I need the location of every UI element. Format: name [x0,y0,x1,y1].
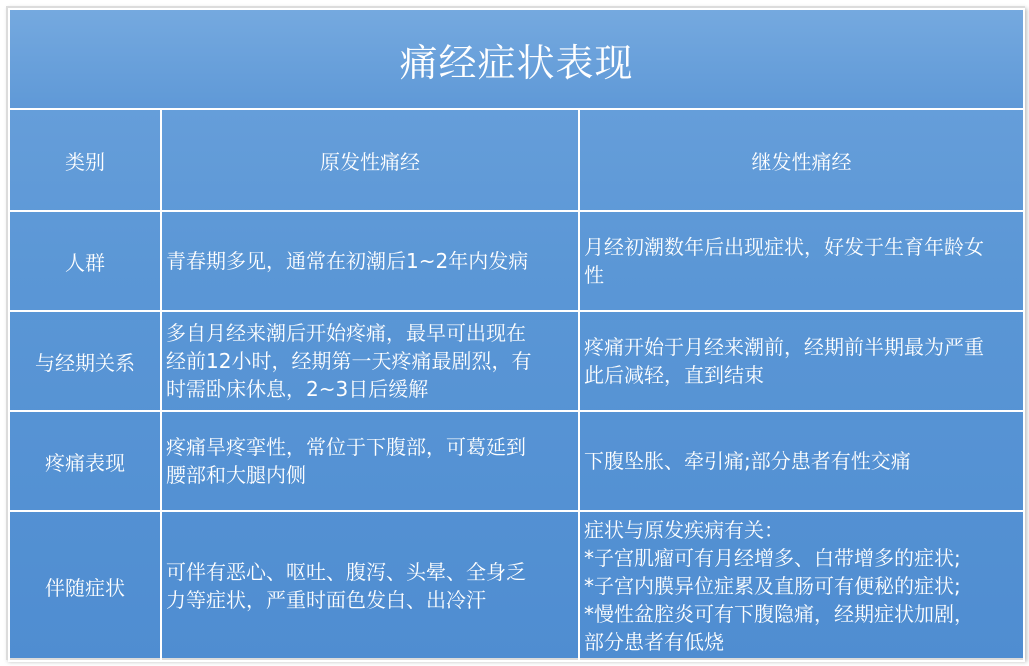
cell-line: *子宫肌瘤可有月经增多、白带增多的症状; [584,546,961,570]
secondary-cell [579,311,1024,411]
symptom-table [8,8,1025,662]
cell-line: 月经初潮数年后出现症状，好发于生育年龄女 [584,235,984,259]
cell-line: 时需卧床休息，2~3日后缓解 [166,377,429,401]
primary-cell [161,311,579,411]
row-category: 与经期关系 [9,311,161,411]
header-secondary: 继发性痛经 [579,109,1024,211]
primary-cell [161,211,579,311]
cell-line: 症状与原发疾病有关： [584,518,784,542]
primary-cell [161,511,579,661]
cell-line: 下腹坠胀、牵引痛;部分患者有性交痛 [584,449,911,473]
cell-line: 此后减轻，直到结束 [584,363,764,387]
cell-line: 性 [584,263,604,287]
secondary-cell [579,411,1024,511]
table-row [9,211,1024,311]
header-row [9,109,1024,211]
cell-line: *子宫内膜异位症累及直肠可有便秘的症状; [584,574,961,598]
header-primary: 原发性痛经 [161,109,579,211]
cell-line: *慢性盆腔炎可有下腹隐痛，经期症状加剧， [584,602,974,626]
table-row [9,511,1024,661]
table-frame [6,6,1025,660]
table-row [9,311,1024,411]
secondary-cell [579,211,1024,311]
header-category: 类别 [9,109,161,211]
title-row [9,9,1024,109]
primary-cell [161,411,579,511]
cell-line: 力等症状，严重时面色发白、出冷汗 [166,588,486,612]
cell-line: 腰部和大腿内侧 [166,463,306,487]
secondary-cell [579,511,1024,661]
cell-line: 部分患者有低烧 [584,630,724,654]
row-category: 疼痛表现 [9,411,161,511]
cell-line: 多自月经来潮后开始疼痛，最早可出现在 [166,321,526,345]
row-category: 人群 [9,211,161,311]
table-title: 痛经症状表现 [9,9,1024,109]
cell-line: 青春期多见，通常在初潮后1~2年内发病 [166,249,529,273]
cell-line: 疼痛开始于月经来潮前，经期前半期最为严重 [584,335,984,359]
cell-line: 可伴有恶心、呕吐、腹泻、头晕、全身乏 [166,560,526,584]
row-category: 伴随症状 [9,511,161,661]
table-row [9,411,1024,511]
cell-line: 疼痛旱疼挛性，常位于下腹部，可葛延到 [166,435,526,459]
cell-line: 经前12小时，经期第一天疼痛最剧烈，有 [166,349,532,373]
